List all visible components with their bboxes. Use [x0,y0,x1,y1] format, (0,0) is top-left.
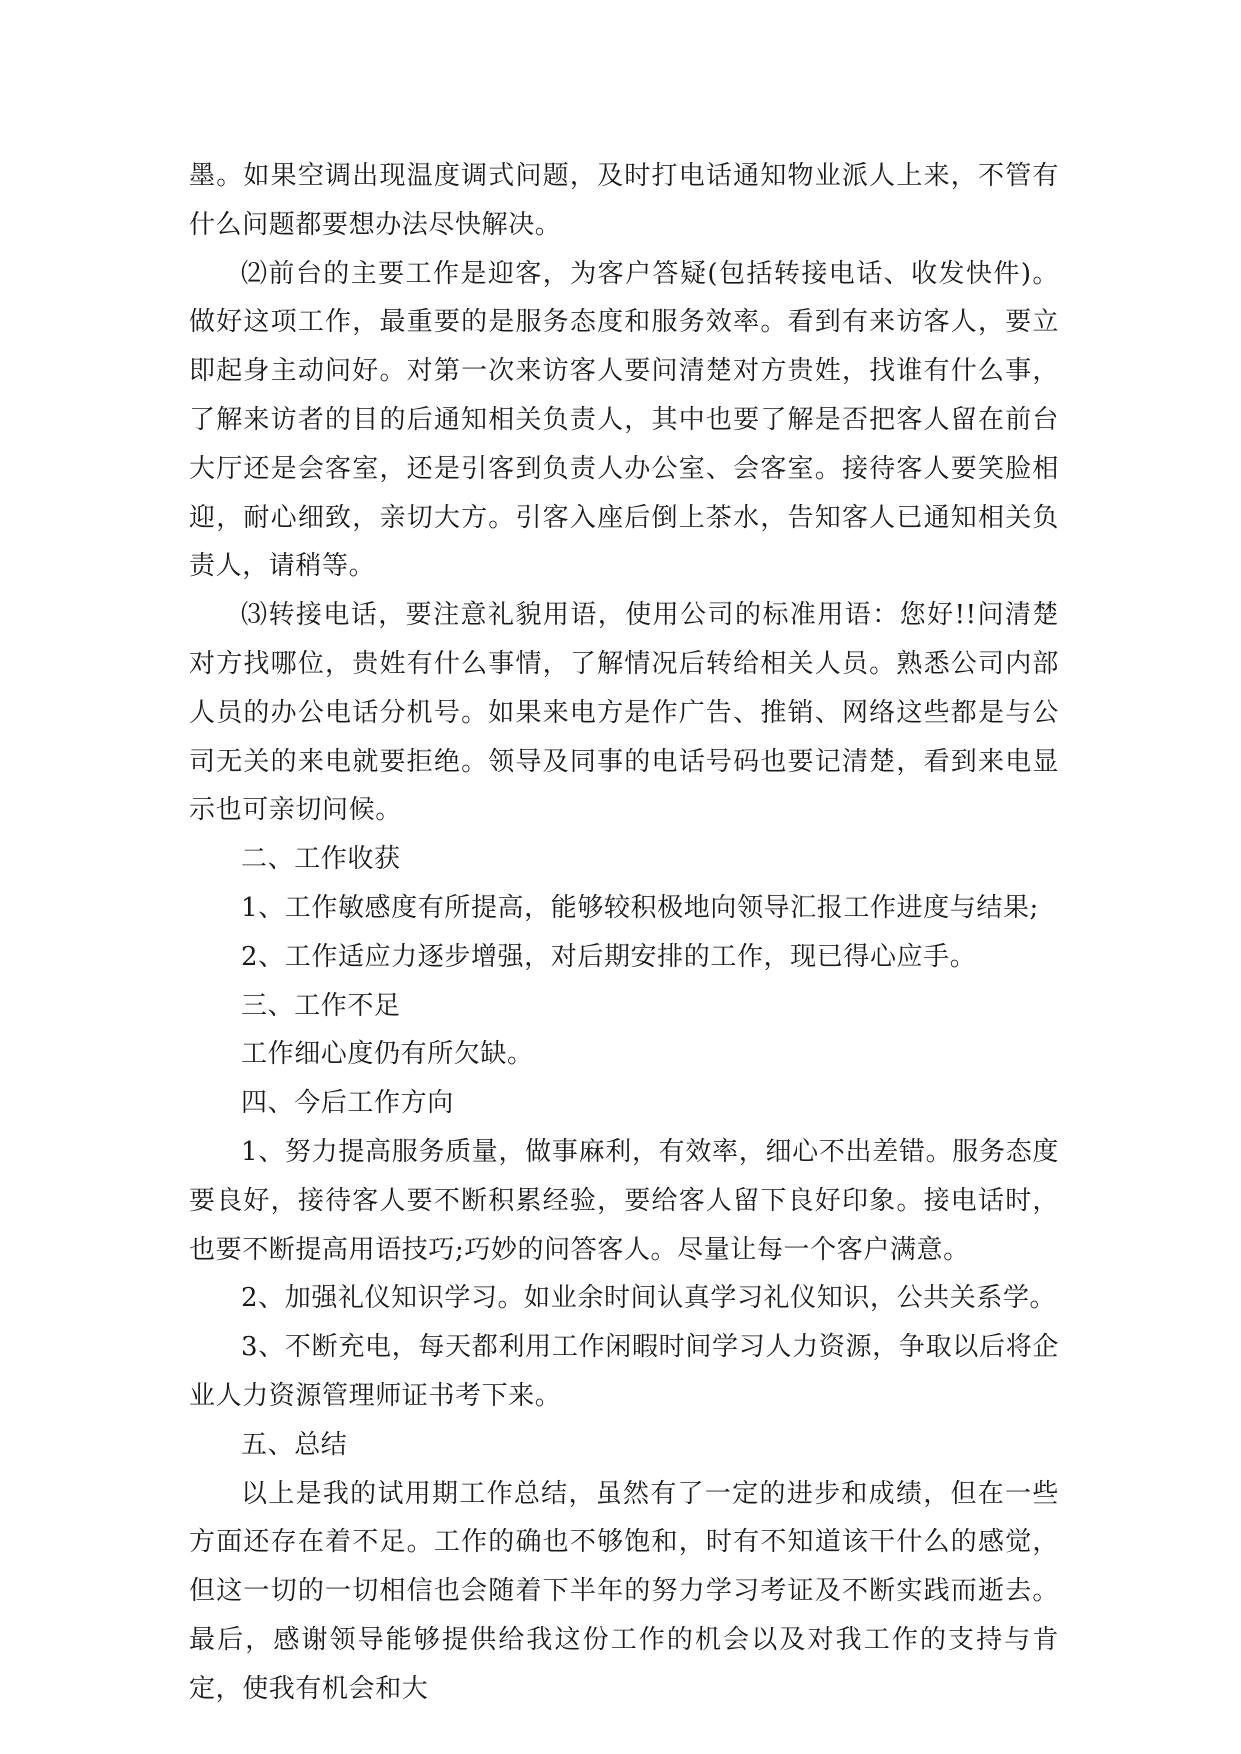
section-heading-direction: 四、今后工作方向 [241,1088,454,1119]
paragraph-phone-transfer: ⑶转接电话，要注意礼貌用语，使用公司的标准用语：您好!!问清楚对方找哪位，贵姓有什么事情，了解情况后转给相关人员。熟悉公司内部人员的办公电话分机号。如果来电方是作广告、推销、网络这些都是与公司无关的来电就要拒绝。领导及同事的电话号码也要记清楚，看到来电显示也可亲切问候。 [189,600,1059,826]
section-heading-shortcomings: 三、工作不足 [241,990,401,1021]
list-item-gain-2: 2、工作适应力逐步增强，对后期安排的工作，现已得心应手。 [241,941,977,972]
paragraph-front-desk-duties: ⑵前台的主要工作是迎客，为客户答疑(包括转接电话、收发快件)。做好这项工作，最重要的是服务态度和服务效率。看到有来访客人，要立即起身主动问好。对第一次来访客人要问清楚对方贵姓，找谁有什么事，了解来访者的目的后通知相关负责人，其中也要了解是否把客人留在前台大厅还是会客室，还是引客到负责人办公室、会客室。接待客人要笑脸相迎，耐心细致，亲切大方。引客入座后倒上茶水，告知客人已通知相关负责人，请稍等。 [189,258,1059,582]
section-heading-summary: 五、总结 [241,1429,348,1460]
paragraph-summary: 以上是我的试用期工作总结，虽然有了一定的进步和成绩，但在一些方面还存在着不足。工作的确也不够饱和，时有不知道该干什么的感觉，但这一切的一切相信也会随着下半年的努力学习考证及不断实践而逝去。最后，感谢领导能够提供给我这份工作的机会以及对我工作的支持与肯定，使我有机会和大 [189,1478,1059,1704]
list-item-direction-2: 2、加强礼仪知识学习。如业余时间认真学习礼仪知识，公共关系学。 [241,1283,1057,1314]
paragraph-shortcoming: 工作细心度仍有所欠缺。 [241,1039,534,1070]
list-item-gain-1: 1、工作敏感度有所提高，能够较积极地向领导汇报工作进度与结果; [241,892,1039,923]
list-item-direction-3: 3、不断充电，每天都利用工作闲暇时间学习人力资源，争取以后将企业人力资源管理师证书考下来。 [189,1332,1059,1411]
document-body [189,152,1059,1714]
section-heading-gains: 二、工作收获 [241,844,401,875]
list-item-direction-1: 1、努力提高服务质量，做事麻利，有效率，细心不出差错。服务态度要良好，接待客人要不断积累经验，要给客人留下良好印象。接电话时，也要不断提高用语技巧;巧妙的问答客人。尽量让每一个客户满意。 [189,1136,1059,1265]
paragraph-continuation: 墨。如果空调出现温度调式问题，及时打电话通知物业派人上来，不管有什么问题都要想办法尽快解决。 [189,161,1059,240]
